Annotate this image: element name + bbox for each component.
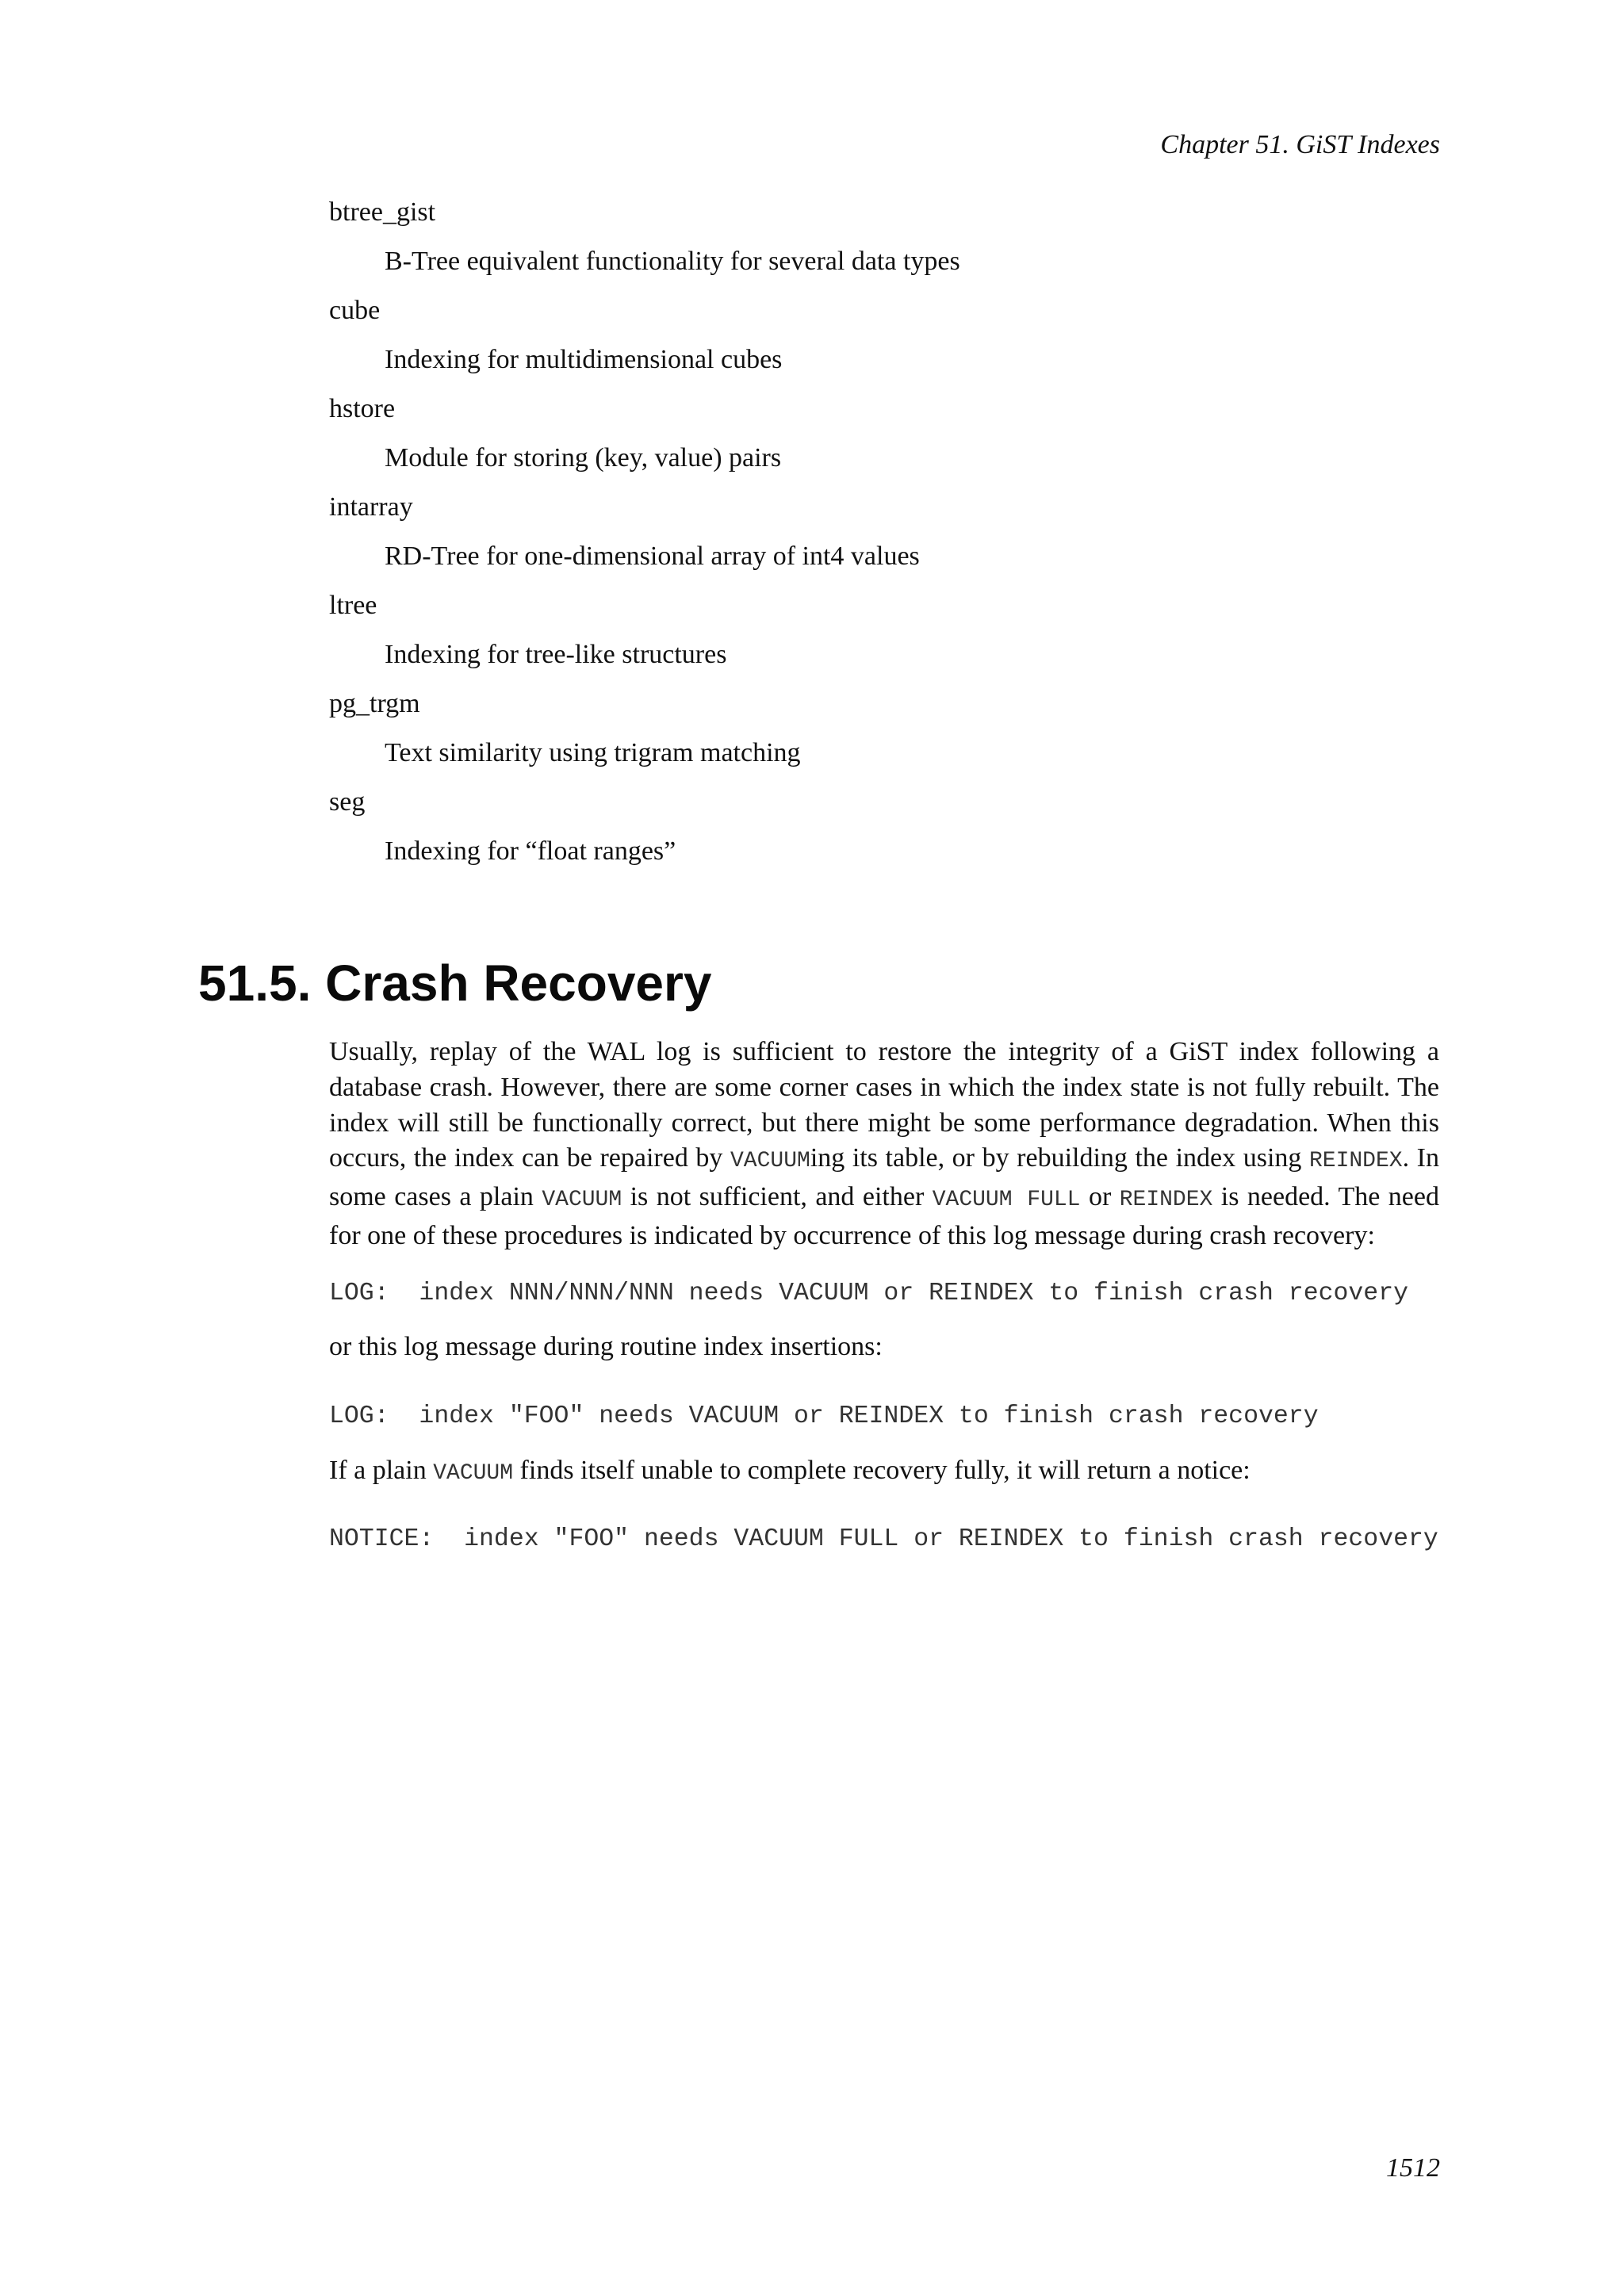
module-description: Indexing for “float ranges”	[385, 836, 676, 866]
module-description: Module for storing (key, value) pairs	[385, 443, 782, 473]
module-description: Indexing for multidimensional cubes	[385, 345, 783, 374]
module-term: btree_gist	[329, 197, 436, 227]
paragraph-text: Usually, replay of the WAL log is sufficient to restore the integrity of a GiST index following a database crash. However, there are some corner cases in which the index state is not fully rebuilt. The index will still be functionally correct, but there might be some performance degradation. When this occurs, the index can be repaired by	[329, 1037, 1439, 1173]
inline-code: VACUUM	[730, 1149, 810, 1174]
inline-code: VACUUM	[433, 1461, 514, 1486]
module-term: cube	[329, 296, 381, 325]
module-description: Text similarity using trigram matching	[385, 738, 801, 767]
module-description: Indexing for tree-like structures	[385, 640, 727, 669]
paragraph-text: is not sufficient, and either	[622, 1182, 933, 1212]
module-description: B-Tree equivalent functionality for several data types	[385, 247, 960, 276]
module-description: RD-Tree for one-dimensional array of int4 values	[385, 541, 920, 571]
page-number: 1512	[1386, 2153, 1440, 2183]
notice-message-block: NOTICE: index "FOO" needs VACUUM FULL or REINDEX to finish crash recovery	[329, 1525, 1438, 1553]
paragraph-text: or	[1080, 1182, 1120, 1212]
module-list	[329, 194, 1439, 882]
module-term: pg_trgm	[329, 689, 420, 718]
inline-code: VACUUM	[542, 1188, 622, 1213]
paragraph-text: . In some cases a plain	[329, 1143, 1439, 1212]
module-term: intarray	[329, 492, 413, 522]
inline-code: REINDEX	[1119, 1188, 1213, 1213]
module-term: ltree	[329, 591, 377, 620]
running-header: Chapter 51. GiST Indexes	[1160, 130, 1440, 159]
inline-code: VACUUM FULL	[932, 1188, 1081, 1213]
paragraph-text: is needed. The need for one of these procedures is indicated by occurrence of this log message during crash recovery:	[329, 1182, 1439, 1250]
notice-paragraph	[329, 1453, 1439, 1492]
inline-code: REINDEX	[1308, 1149, 1403, 1174]
module-term: hstore	[329, 394, 396, 423]
insertion-paragraph: or this log message during routine index insertions:	[329, 1332, 883, 1361]
log-message-block: LOG: index NNN/NNN/NNN needs VACUUM or REINDEX to finish crash recovery	[329, 1280, 1409, 1307]
log-message-block: LOG: index "FOO" needs VACUUM or REINDEX to finish crash recovery	[329, 1402, 1319, 1430]
section-title: 51.5. Crash Recovery	[198, 955, 712, 1012]
crash-recovery-paragraph	[329, 1035, 1439, 1254]
paragraph-text: finds itself unable to complete recovery fully, it will return a notice:	[513, 1456, 1251, 1485]
module-term: seg	[329, 787, 366, 817]
paragraph-text: ing its table, or by rebuilding the index using	[810, 1143, 1309, 1173]
paragraph-text: If a plain	[329, 1456, 434, 1485]
